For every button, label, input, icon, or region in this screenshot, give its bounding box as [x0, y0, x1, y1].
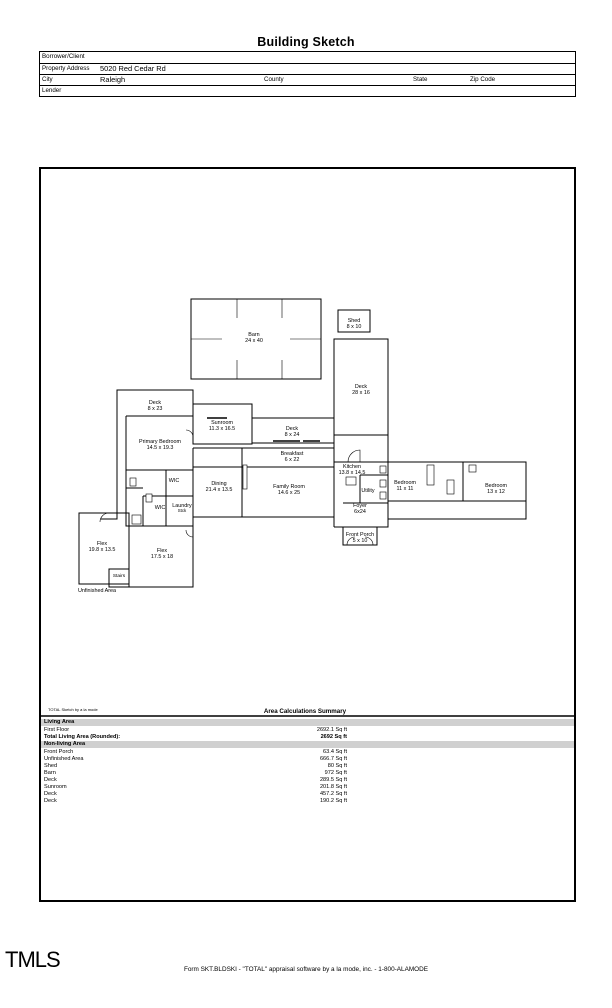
city-label: City [42, 76, 53, 83]
room-dims-front-porch: 5 x 10 [352, 538, 368, 544]
summary-row-label: Barn [44, 770, 56, 776]
room-name-deck-c: Deck [285, 426, 299, 432]
summary-row [41, 784, 574, 791]
lender-label: Lender [42, 87, 62, 94]
total-label: Total Living Area (Rounded): [44, 734, 121, 740]
summary-row [41, 770, 574, 777]
room-name-deck-a: Deck [354, 384, 368, 390]
city-value: Raleigh [100, 75, 126, 84]
room-name-front-porch: Front Porch [345, 532, 375, 538]
room-dims-bedroom-2: 13 x 12 [487, 489, 505, 495]
summary-row-label: Sunroom [44, 784, 67, 790]
room-name-flex-1: Flex [96, 541, 108, 547]
room-dims-family-room: 14.6 x 25 [277, 490, 301, 496]
summary-row-value: 2692.1 Sq ft [316, 727, 347, 733]
summary-heading: Area Calculations Summary [263, 708, 347, 715]
room-dims-breakfast: 6 x 22 [284, 457, 300, 463]
room-name-flex-2: Flex [156, 548, 168, 554]
summary-row-label: Front Porch [44, 749, 74, 755]
room-dims-deck-b: 8 x 23 [147, 406, 163, 412]
room-dims-bedroom-1: 11 x 11 [396, 486, 414, 492]
label-stairs: Stairs [112, 574, 126, 579]
room-name-barn: Barn [248, 332, 260, 338]
living-area-heading-row [41, 719, 574, 726]
room-dims-dining: 21.4 x 13.5 [205, 487, 233, 493]
room-dims-primary-bedroom: 14.5 x 19.3 [146, 445, 174, 451]
room-dims-deck-c: 8 x 24 [284, 432, 300, 438]
room-name-foyer: Foyer [353, 503, 367, 509]
summary-row [41, 763, 574, 770]
room-dims-flex-2: 17.5 x 18 [150, 554, 174, 560]
county-label: County [264, 76, 284, 83]
footer-form-text: Form SKT.BLDSKI - "TOTAL" appraisal software by a la mode, inc. - 1-800-ALAMODE [183, 966, 429, 973]
room-dims-sunroom: 11.3 x 16.5 [208, 426, 236, 432]
summary-row-value: 190.2 Sq ft [319, 798, 347, 804]
summary-row-label: Shed [44, 763, 58, 769]
room-dims-deck-a: 28 x 16 [352, 390, 370, 396]
nonliving-heading-row [41, 741, 574, 748]
summary-row [41, 791, 574, 798]
summary-row-label: Deck [44, 777, 57, 783]
room-name-kitchen: Kitchen [343, 464, 361, 470]
summary-row-value: 972 Sq ft [324, 770, 347, 776]
room-dims-barn: 24 x 40 [245, 338, 263, 344]
summary-row-value: 80 Sq ft [327, 763, 347, 769]
state-label: State [413, 76, 428, 83]
summary-row [41, 777, 574, 784]
room-name-bedroom-1: Bedroom [394, 480, 416, 486]
area-summary [41, 707, 574, 900]
room-dims-flex-1: 19.8 x 13.5 [88, 547, 116, 553]
sketch-credit: TOTAL Sketch by a la mode [48, 707, 98, 712]
room-name-breakfast: Breakfast [280, 451, 304, 457]
living-area-heading: Living Area [44, 719, 75, 725]
borrower-label: Borrower/Client [42, 53, 85, 60]
page-title: Building Sketch [257, 35, 355, 49]
tmls-logo: TMLS [5, 947, 60, 972]
room-name-family-room: Family Room [273, 484, 305, 490]
room-dims-foyer: 6x24 [354, 509, 366, 515]
label-laundry-sub: Stck [177, 508, 187, 513]
address-value: 5020 Red Cedar Rd [100, 64, 166, 73]
room-name-shed: Shed [347, 318, 361, 324]
summary-row-value: 63.4 Sq ft [323, 749, 347, 755]
summary-row-label: Deck [44, 791, 57, 797]
label-utility: Utility [361, 488, 375, 494]
label-unfinished-area: Unfinished Area [77, 588, 117, 594]
room-name-dining: Dining [211, 481, 227, 487]
label-laundry: Laundry [172, 503, 192, 509]
summary-row [41, 749, 574, 756]
room-name-sunroom: Sunroom [211, 420, 233, 426]
room-name-deck-b: Deck [148, 400, 162, 406]
summary-row [41, 798, 574, 805]
nonliving-heading: Non-living Area [44, 741, 86, 747]
summary-row [41, 727, 574, 734]
zip-label: Zip Code [470, 76, 496, 83]
summary-row-label: Unfinished Area [44, 756, 84, 762]
total-value: 2692 Sq ft [320, 734, 347, 740]
address-label: Property Address [42, 65, 90, 72]
room-name-bedroom-2: Bedroom [485, 483, 507, 489]
label-wic-2: WIC [154, 505, 166, 511]
summary-row-label: First Floor [44, 727, 70, 733]
summary-row [41, 756, 574, 763]
summary-row-value: 289.5 Sq ft [319, 777, 347, 783]
room-name-primary-bedroom: Primary Bedroom [139, 439, 181, 445]
summary-row-value: 201.8 Sq ft [319, 784, 347, 790]
summary-row-value: 457.2 Sq ft [319, 791, 347, 797]
room-dims-kitchen: 13.8 x 14.5 [338, 470, 366, 476]
summary-row-value: 666.7 Sq ft [319, 756, 347, 762]
label-wic-1: WIC [168, 478, 180, 484]
room-dims-shed: 8 x 10 [346, 324, 362, 330]
total-row [41, 734, 574, 741]
summary-row-label: Deck [44, 798, 57, 804]
